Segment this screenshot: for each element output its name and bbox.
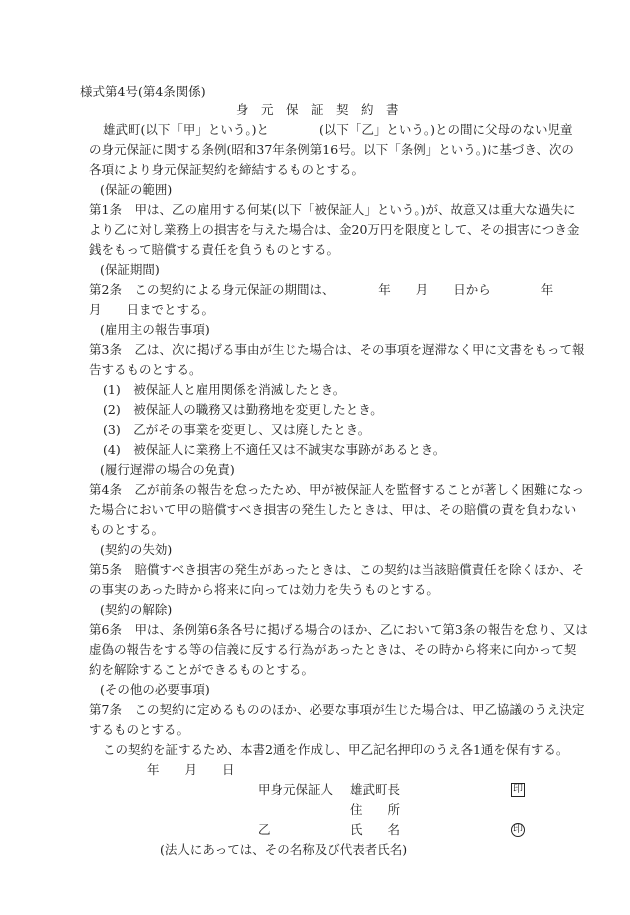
preamble-line: の身元保証に関する条例(昭和37年条例第16号。以下「条例」という。)に基づき、次の <box>89 142 574 157</box>
article-line: 約を解除することができるものとする。 <box>89 662 315 677</box>
article-line: 虚偽の報告をする等の信義に反する行為があったときは、その時から将来に向かって契 <box>89 642 577 657</box>
document-title: 身 元 保 証 契 約 書 <box>236 102 399 117</box>
party-a-name: 雄武町長 <box>350 782 401 797</box>
article-line: 第1条 甲は、乙の雇用する何某(以下「被保証人」という。)が、故意又は重大な過失に <box>89 202 576 217</box>
preamble-line: 各項により身元保証契約を締結するものとする。 <box>89 162 365 177</box>
article-heading: (保証の範囲) <box>100 182 173 197</box>
article-heading: (契約の解除) <box>100 602 173 617</box>
address-label: 住 所 <box>350 802 401 817</box>
list-item: (1) 被保証人と雇用関係を消滅したとき。 <box>103 382 346 397</box>
party-a-label: 甲身元保証人 <box>258 782 334 797</box>
seal-stamp-square: 印 <box>513 784 523 795</box>
article-line: 第7条 この契約に定めるもののほか、必要な事項が生じた場合は、甲乙協議のうえ決定 <box>89 702 585 717</box>
list-item: (3) 乙がその事業を変更し、又は廃したとき。 <box>103 422 371 437</box>
date-line: 年 月 日 <box>147 762 235 777</box>
article-line: するものとする。 <box>89 722 190 737</box>
list-item: (4) 被保証人に業務上不適任又は不誠実な事跡があるとき。 <box>103 442 446 457</box>
article-line: より乙に対し業務上の損害を与えた場合は、金20万円を限度として、その損害につき金 <box>89 222 580 237</box>
form-number: 様式第4号(第4条関係) <box>80 84 206 99</box>
article-heading: (その他の必要事項) <box>100 682 210 697</box>
article-line: 第4条 乙が前条の報告を怠ったため、甲が被保証人を監督することが著しく困難になっ <box>89 482 584 497</box>
article-line: 銭をもって賠償する責任を負うものとする。 <box>89 242 340 257</box>
article-heading: (雇用主の報告事項) <box>100 322 210 337</box>
article-line: 告するものとする。 <box>89 362 202 377</box>
list-item: (2) 被保証人の職務又は勤務地を変更したとき。 <box>103 402 383 417</box>
article-line: た場合において甲の賠償すべき損害の発生したときは、甲は、その賠償の責を負わない <box>89 502 577 517</box>
seal-stamp-round: 印 <box>513 824 523 835</box>
article-line: 第3条 乙は、次に掲げる事由が生じた場合は、その事項を遅滞なく甲に文書をもって報 <box>89 342 585 357</box>
party-b-label: 乙 <box>258 822 271 837</box>
article-heading: (契約の失効) <box>100 542 173 557</box>
preamble-line: 雄武町(以下「甲」という。)と (以下「乙」という。)との間に父母のない児童 <box>103 122 573 137</box>
article-line: の事実のあった時から将来に向っては効力を失うものとする。 <box>89 582 439 597</box>
article-line: ものとする。 <box>89 522 165 537</box>
closing-statement: この契約を証するため、本書2通を作成し、甲乙記名押印のうえ各1通を保有する。 <box>103 742 569 757</box>
article-line: 月 日までとする。 <box>89 302 215 317</box>
article-line: 第6条 甲は、条例第6条各号に掲げる場合のほか、乙において第3条の報告を怠り、又は <box>89 622 588 637</box>
article-line: 第5条 賠償すべき損害の発生があったときは、この契約は当該賠償責任を除くほか、そ <box>89 562 585 577</box>
article-heading: (履行遅滞の場合の免責) <box>100 462 235 477</box>
name-label: 氏 名 <box>350 822 401 837</box>
article-heading: (保証期間) <box>100 262 160 277</box>
corporate-note: (法人にあっては、その名称及び代表者氏名) <box>160 842 408 857</box>
article-line: 第2条 この契約による身元保証の期間は、 年 月 日から 年 <box>89 282 554 297</box>
